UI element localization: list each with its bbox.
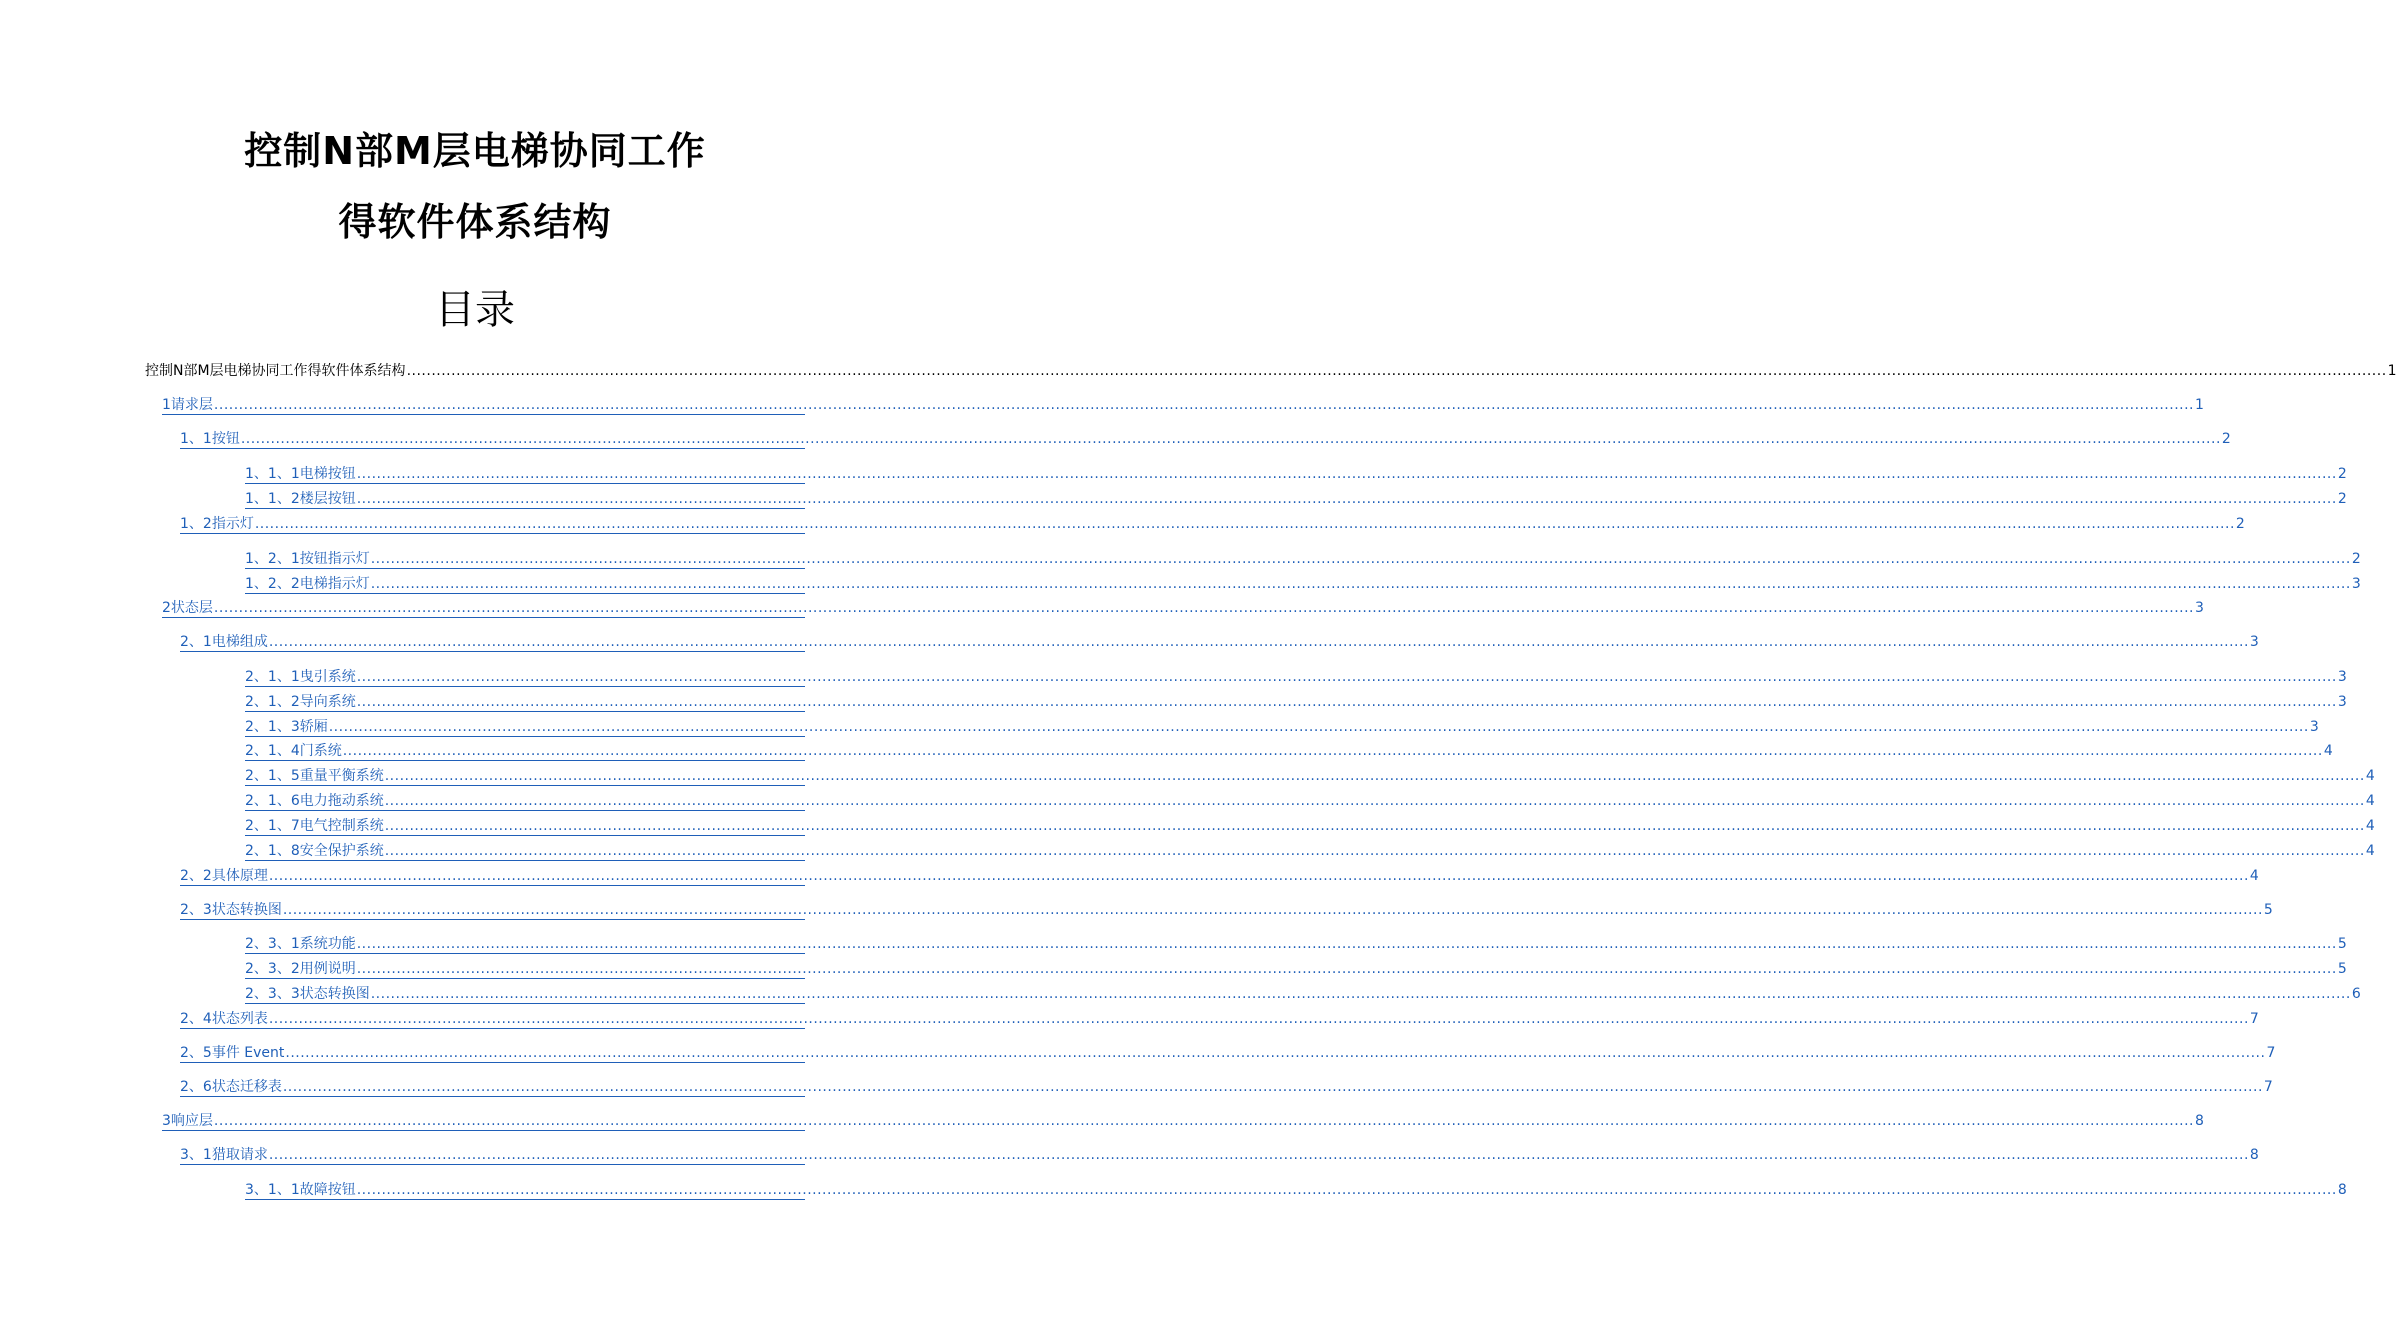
toc-entry[interactable] — [180, 1042, 2276, 1063]
toc-entry-label: 2、1、5重量平衡系统 — [245, 768, 384, 784]
toc-entry[interactable] — [245, 691, 2347, 712]
toc-entry-label: 1、1按钮 — [180, 431, 240, 447]
toc-entry-label: 2、1、7电气控制系统 — [245, 818, 384, 834]
toc-entry-label: 2状态层 — [162, 600, 213, 616]
toc-entry-label: 2、3、2用例说明 — [245, 961, 356, 977]
toc-leader-dots: ................................................................................................................................................................................................................................................................................................................................................................................................................ — [356, 491, 2337, 507]
toc-entry-label: 2、1、3轿厢 — [245, 719, 328, 735]
toc-leader-dots: ................................................................................................................................................................................................................................................................................................................................................................................................................ — [370, 576, 2351, 592]
toc-entry-page: 3 — [2249, 634, 2259, 650]
toc-entry-label: 2、1、8安全保护系统 — [245, 843, 384, 859]
toc-leader-dots: ................................................................................................................................................................................................................................................................................................................................................................................................................ — [356, 1182, 2337, 1198]
toc-entry-label: 控制N部M层电梯协同工作得软件体系结构 — [145, 363, 406, 379]
toc-leader-dots: ................................................................................................................................................................................................................................................................................................................................................................................................................ — [356, 936, 2337, 952]
document-title-line2: 得软件体系结构 — [338, 200, 612, 244]
toc-entry[interactable] — [180, 428, 2231, 449]
toc-entry-label: 2、4状态列表 — [180, 1011, 268, 1027]
toc-entry[interactable] — [245, 1179, 2347, 1200]
toc-entry[interactable] — [162, 394, 2204, 415]
toc-entry-label: 2、3、3状态转换图 — [245, 986, 370, 1002]
toc-leader-dots: ................................................................................................................................................................................................................................................................................................................................................................................................................ — [356, 466, 2337, 482]
toc-entry[interactable] — [180, 631, 2259, 652]
toc-leader-dots: ................................................................................................................................................................................................................................................................................................................................................................................................................ — [282, 1079, 2263, 1095]
toc-entry-page: 4 — [2365, 843, 2375, 859]
toc-entry-page: 4 — [2249, 868, 2259, 884]
toc-entry-page: 2 — [2235, 516, 2245, 532]
toc-entry-page: 5 — [2337, 936, 2347, 952]
toc-entry[interactable] — [245, 815, 2375, 836]
toc-leader-dots: ................................................................................................................................................................................................................................................................................................................................................................................................................ — [370, 986, 2351, 1002]
toc-entry — [145, 360, 2397, 380]
toc-heading: 目录 — [435, 287, 515, 333]
toc-entry[interactable] — [245, 488, 2347, 509]
toc-entry-page: 2 — [2337, 491, 2347, 507]
toc-entry[interactable] — [245, 765, 2375, 786]
toc-entry-label: 2、2具体原理 — [180, 868, 268, 884]
toc-entry-label: 2、1、6电力拖动系统 — [245, 793, 384, 809]
toc-leader-dots: ................................................................................................................................................................................................................................................................................................................................................................................................................ — [384, 843, 2365, 859]
toc-entry-page: 3 — [2351, 576, 2361, 592]
toc-entry-page: 7 — [2249, 1011, 2259, 1027]
toc-entry-label: 2、6状态迁移表 — [180, 1079, 282, 1095]
toc-entry[interactable] — [180, 1076, 2273, 1097]
document-title-line1: 控制N部M层电梯协同工作 — [244, 129, 706, 173]
toc-entry-page: 3 — [2337, 694, 2347, 710]
toc-leader-dots: ................................................................................................................................................................................................................................................................................................................................................................................................................ — [384, 818, 2365, 834]
toc-entry-label: 2、1、2导向系统 — [245, 694, 356, 710]
toc-entry-page: 6 — [2351, 986, 2361, 1002]
toc-entry-label: 3、1猎取请求 — [180, 1147, 268, 1163]
toc-entry-page: 2 — [2351, 551, 2361, 567]
toc-leader-dots: ................................................................................................................................................................................................................................................................................................................................................................................................................ — [268, 1011, 2249, 1027]
toc-leader-dots: ................................................................................................................................................................................................................................................................................................................................................................................................................ — [370, 551, 2351, 567]
toc-leader-dots: ................................................................................................................................................................................................................................................................................................................................................................................................................ — [240, 431, 2221, 447]
toc-entry[interactable] — [245, 548, 2361, 569]
toc-entry-label: 2、5事件 Event — [180, 1045, 285, 1061]
toc-entry-page: 4 — [2323, 743, 2333, 759]
toc-entry-page: 4 — [2365, 793, 2375, 809]
toc-entry[interactable] — [245, 958, 2347, 979]
toc-entry-page: 4 — [2365, 768, 2375, 784]
toc-entry-page: 5 — [2263, 902, 2273, 918]
toc-entry-label: 1请求层 — [162, 397, 213, 413]
toc-entry-page: 2 — [2221, 431, 2231, 447]
toc-leader-dots: ................................................................................................................................................................................................................................................................................................................................................................................................................ — [342, 743, 2323, 759]
toc-entry-label: 2、1电梯组成 — [180, 634, 268, 650]
toc-entry-page: 5 — [2337, 961, 2347, 977]
toc-entry-label: 1、2、2电梯指示灯 — [245, 576, 370, 592]
toc-leader-dots: ................................................................................................................................................................................................................................................................................................................................................................................................................ — [254, 516, 2235, 532]
toc-entry-page: 4 — [2365, 818, 2375, 834]
toc-entry-page: 7 — [2263, 1079, 2273, 1095]
toc-entry[interactable] — [245, 840, 2375, 861]
toc-leader-dots: ................................................................................................................................................................................................................................................................................................................................................................................................................ — [356, 669, 2337, 685]
toc-entry-label: 2、3、1系统功能 — [245, 936, 356, 952]
toc-leader-dots: ................................................................................................................................................................................................................................................................................................................................................................................................................ — [213, 397, 2194, 413]
toc-entry-page: 7 — [2266, 1045, 2276, 1061]
toc-entry[interactable] — [245, 740, 2333, 761]
toc-entry[interactable] — [245, 463, 2347, 484]
toc-entry[interactable] — [245, 933, 2347, 954]
toc-entry-page: 3 — [2337, 669, 2347, 685]
toc-entry-page: 3 — [2195, 600, 2204, 616]
toc-entry[interactable] — [245, 666, 2347, 687]
toc-leader-dots: ................................................................................................................................................................................................................................................................................................................................................................................................................ — [406, 363, 2387, 379]
toc-leader-dots: ................................................................................................................................................................................................................................................................................................................................................................................................................ — [384, 793, 2365, 809]
toc-entry-page: 3 — [2309, 719, 2319, 735]
toc-entry[interactable] — [245, 983, 2361, 1004]
toc-leader-dots: ................................................................................................................................................................................................................................................................................................................................................................................................................ — [328, 719, 2309, 735]
toc-leader-dots: ................................................................................................................................................................................................................................................................................................................................................................................................................ — [282, 902, 2263, 918]
toc-leader-dots: ................................................................................................................................................................................................................................................................................................................................................................................................................ — [268, 868, 2249, 884]
toc-entry[interactable] — [245, 790, 2375, 811]
toc-leader-dots: ................................................................................................................................................................................................................................................................................................................................................................................................................ — [213, 600, 2194, 616]
toc-entry[interactable] — [162, 597, 2204, 618]
toc-entry[interactable] — [180, 1008, 2259, 1029]
toc-entry-page: 2 — [2337, 466, 2347, 482]
toc-entry-label: 3、1、1故障按钮 — [245, 1182, 356, 1198]
toc-entry-page: 1 — [2195, 397, 2204, 413]
toc-entry-label: 1、1、2楼层按钮 — [245, 491, 356, 507]
toc-entry-label: 1、2、1按钮指示灯 — [245, 551, 370, 567]
toc-leader-dots: ................................................................................................................................................................................................................................................................................................................................................................................................................ — [213, 1113, 2194, 1129]
toc-leader-dots: ................................................................................................................................................................................................................................................................................................................................................................................................................ — [356, 961, 2337, 977]
toc-entry[interactable] — [162, 1110, 2204, 1131]
toc-leader-dots: ................................................................................................................................................................................................................................................................................................................................................................................................................ — [268, 1147, 2249, 1163]
toc-entry-label: 2、1、4门系统 — [245, 743, 342, 759]
toc-entry-label: 2、3状态转换图 — [180, 902, 282, 918]
toc-entry-label: 2、1、1曳引系统 — [245, 669, 356, 685]
toc-entry-page: 8 — [2249, 1147, 2259, 1163]
toc-entry[interactable] — [180, 899, 2273, 920]
toc-entry-label: 1、2指示灯 — [180, 516, 254, 532]
toc-entry[interactable] — [245, 573, 2361, 594]
toc-entry-label: 3响应层 — [162, 1113, 213, 1129]
toc-leader-dots: ................................................................................................................................................................................................................................................................................................................................................................................................................ — [268, 634, 2249, 650]
toc-entry-page: 1 — [2387, 363, 2397, 379]
toc-entry[interactable] — [180, 1144, 2259, 1165]
toc-leader-dots: ................................................................................................................................................................................................................................................................................................................................................................................................................ — [384, 768, 2365, 784]
toc-entry-label: 1、1、1电梯按钮 — [245, 466, 356, 482]
toc-entry[interactable] — [180, 865, 2259, 886]
toc-entry[interactable] — [180, 513, 2245, 534]
toc-leader-dots: ................................................................................................................................................................................................................................................................................................................................................................................................................ — [356, 694, 2337, 710]
toc-entry-page: 8 — [2337, 1182, 2347, 1198]
toc-entry[interactable] — [245, 716, 2319, 737]
toc-entry-page: 8 — [2195, 1113, 2204, 1129]
toc-leader-dots: ................................................................................................................................................................................................................................................................................................................................................................................................................ — [285, 1045, 2266, 1061]
